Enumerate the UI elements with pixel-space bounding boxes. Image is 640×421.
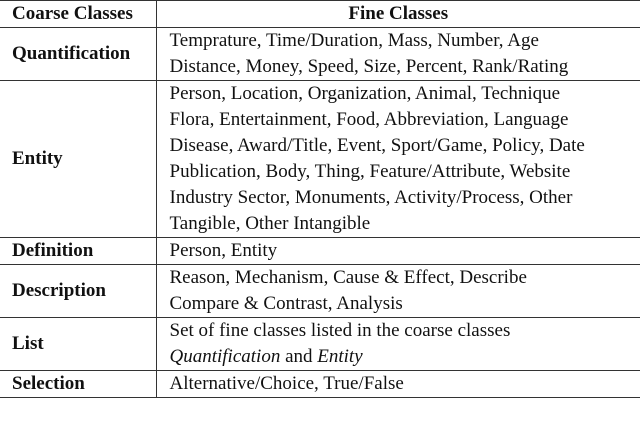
- fine-classes-text: Reason, Mechanism, Cause & Effect, Describe: [169, 267, 527, 288]
- coarse-class-cell: Entity: [0, 81, 156, 238]
- fine-classes-line: [170, 265, 640, 291]
- coarse-class-cell: List: [0, 318, 156, 371]
- fine-classes-line: [170, 185, 640, 211]
- table-row: [0, 81, 640, 238]
- fine-classes-text: Distance, Money, Speed, Size, Percent, Rank/Rating: [169, 56, 569, 77]
- fine-classes-text: Flora, Entertainment, Food, Abbreviation, Language: [169, 109, 569, 130]
- fine-classes-text: Temprature, Time/Duration, Mass, Number, Age: [169, 30, 539, 51]
- fine-classes-cell: [156, 371, 640, 398]
- fine-classes-text: Compare & Contrast, Analysis: [169, 293, 403, 314]
- coarse-class-cell: Selection: [0, 371, 156, 398]
- fine-classes-line: [170, 28, 640, 54]
- table-row: [0, 265, 640, 318]
- table-header-row: [0, 1, 640, 28]
- fine-classes-line: [170, 238, 640, 264]
- header-coarse-classes: Coarse Classes: [0, 1, 156, 28]
- fine-classes-text: Disease, Award/Title, Event, Sport/Game, Policy, Date: [169, 135, 585, 156]
- fine-classes-line: [170, 107, 640, 133]
- fine-classes-text: Person, Location, Organization, Animal, Technique: [169, 83, 561, 104]
- fine-classes-text: Set of fine classes listed in the coarse classes: [169, 320, 511, 341]
- fine-classes-text: Industry Sector, Monuments, Activity/Process, Other: [169, 187, 573, 208]
- fine-classes-text: Quantification: [169, 346, 281, 367]
- fine-classes-line: [170, 159, 640, 185]
- fine-classes-cell: [156, 81, 640, 238]
- fine-classes-cell: [156, 318, 640, 371]
- fine-classes-line: [170, 291, 640, 317]
- table-row: [0, 371, 640, 398]
- table-row: [0, 318, 640, 371]
- fine-classes-cell: [156, 28, 640, 81]
- fine-classes-text: Person, Entity: [169, 240, 278, 261]
- coarse-class-cell: Quantification: [0, 28, 156, 81]
- header-fine-classes: Fine Classes: [156, 1, 640, 28]
- fine-classes-text: Entity: [317, 346, 363, 367]
- table-row: [0, 28, 640, 81]
- coarse-class-cell: Definition: [0, 238, 156, 265]
- fine-classes-text: Publication, Body, Thing, Feature/Attribute, Website: [169, 161, 571, 182]
- fine-classes-cell: [156, 238, 640, 265]
- table-body: [0, 28, 640, 398]
- fine-classes-line: [170, 318, 640, 344]
- fine-classes-line: [170, 344, 640, 370]
- fine-classes-text: and: [280, 346, 318, 367]
- fine-classes-line: [170, 54, 640, 80]
- table-row: [0, 238, 640, 265]
- fine-classes-line: [170, 371, 640, 397]
- fine-classes-line: [170, 211, 640, 237]
- fine-classes-line: [170, 81, 640, 107]
- fine-classes-text: Tangible, Other Intangible: [169, 213, 371, 234]
- coarse-class-cell: Description: [0, 265, 156, 318]
- fine-classes-text: Alternative/Choice, True/False: [169, 373, 404, 394]
- fine-classes-cell: [156, 265, 640, 318]
- fine-classes-line: [170, 133, 640, 159]
